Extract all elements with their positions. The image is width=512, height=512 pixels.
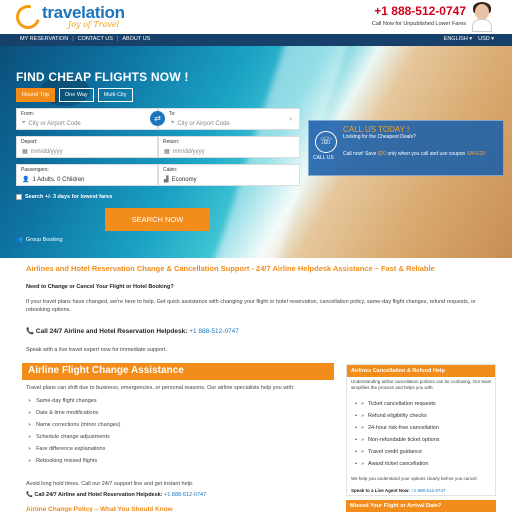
sidebar-intro: Understanding airline cancellation policies can be confusing. Our team simplifies the process and helps you with: bbox=[351, 379, 492, 390]
sidebar-agent-number[interactable]: +1 888-512-0747 bbox=[411, 488, 446, 493]
cabin-field[interactable]: Cabin: ▟ Economy bbox=[158, 164, 300, 186]
flex-days-option[interactable]: Search +/- 3 days for lowest fares bbox=[16, 194, 112, 200]
assist-section-title: Airline Flight Change Assistance bbox=[22, 363, 334, 380]
list-item: • » Award ticket cancellation bbox=[355, 461, 429, 467]
search-now-button[interactable]: SEARCH NOW bbox=[105, 208, 210, 231]
speak-text: Speak with a live travel expert now for immediate support. bbox=[26, 347, 167, 353]
cancellation-help-box bbox=[346, 364, 496, 496]
depart-date-field[interactable]: Depart: ▦ mm/dd/yyyy bbox=[16, 136, 158, 158]
phone-icon: ☏ bbox=[315, 131, 337, 153]
clear-icon[interactable]: ✕ bbox=[287, 117, 293, 123]
tab-multi-city[interactable]: Multi-City bbox=[98, 88, 133, 102]
coupon-code: SAVE20 bbox=[466, 151, 486, 157]
intro-question: Need to Change or Cancel Your Flight or Hotel Booking? bbox=[26, 284, 174, 290]
call-card-subtitle: Looking for the Cheapest Deals? bbox=[343, 134, 416, 140]
calendar-icon: ▦ bbox=[164, 149, 170, 155]
header-phone-subtext: Call Now for Unpublished Lower Fares bbox=[371, 21, 466, 27]
swap-icon[interactable]: ⇄ bbox=[150, 111, 165, 126]
calendar-icon: ▦ bbox=[22, 149, 28, 155]
call-us-label: CALL US bbox=[313, 155, 334, 161]
assist-note: Avoid long hold times. Call our 24/7 support line and get instant help. bbox=[26, 481, 194, 487]
phone-icon: 📞 bbox=[26, 492, 33, 498]
list-item: • » Ticket cancellation requests bbox=[355, 401, 436, 407]
list-item: • » Non-refundable ticket options bbox=[355, 437, 440, 443]
nav-about-us[interactable]: ABOUT US bbox=[122, 36, 151, 42]
flex-days-checkbox[interactable] bbox=[16, 194, 22, 200]
call-card-title: CALL US TODAY ! bbox=[343, 125, 410, 134]
policy-subheading: Airline Change Policy – What You Should Know bbox=[26, 506, 173, 512]
hero-section bbox=[0, 46, 512, 258]
page-title: Airlines and Hotel Reservation Change & Cancellation Support - 24/7 Airline Helpdesk Assistance – Fast & Reliable bbox=[26, 264, 435, 273]
list-item: » Fare difference explanations bbox=[28, 446, 106, 452]
currency-select[interactable]: USD ▾ bbox=[478, 36, 494, 42]
intro-paragraph: If your travel plans have changed, we're here to help. Get quick assistance with changing your flight or hotel reservation, cancellation policy, same-day flight changes, refund requests, or rebooking options. bbox=[26, 299, 476, 313]
list-item: » Same-day flight changes bbox=[28, 398, 97, 404]
person-icon: 👤 bbox=[22, 177, 30, 183]
return-date-field[interactable]: Return: ▦ mm/dd/yyyy bbox=[158, 136, 300, 158]
call-us-card[interactable] bbox=[308, 120, 504, 176]
assist-intro: Travel plans can shift due to business, emergencies, or personal reasons. Our airline specialists help you with: bbox=[26, 385, 295, 391]
sidebar-title: Airlines Cancellation & Refund Help bbox=[347, 365, 495, 377]
sidebar-note: We help you understand your options clearly before you cancel. bbox=[351, 476, 478, 481]
list-item: » Rebooking missed flights bbox=[28, 458, 98, 464]
to-field[interactable]: To: ⌖ City or Airport Code ✕ bbox=[158, 108, 300, 130]
nav-my-reservation[interactable]: MY RESERVATION bbox=[20, 36, 69, 42]
list-item: • » Travel credit guidance bbox=[355, 449, 422, 455]
list-item: » Schedule change adjustments bbox=[28, 434, 110, 440]
list-item: » Date & time modifications bbox=[28, 410, 99, 416]
passengers-field[interactable]: Passengers: 👤 1 Adults, 0 Children bbox=[16, 164, 158, 186]
sidebar-list bbox=[355, 401, 440, 473]
call-card-offer: Call now! Save $20 only when you call and use coupon SAVE20 bbox=[343, 151, 486, 157]
list-item: • » 24-hour risk-free cancellation bbox=[355, 425, 439, 431]
assist-list bbox=[28, 398, 120, 470]
from-field[interactable]: From: ⌖ City or Airport Code bbox=[16, 108, 158, 130]
language-select[interactable]: ENGLISH ▾ bbox=[443, 36, 473, 42]
hotline-primary: 📞 Call 24/7 Airline and Hotel Reservation Helpdesk: +1 888-512-0747 bbox=[26, 328, 239, 335]
nav-contact-us[interactable]: CONTACT US bbox=[77, 36, 113, 42]
tab-one-way[interactable]: One Way bbox=[59, 88, 94, 102]
logo-brand: travelation bbox=[42, 3, 125, 22]
logo[interactable] bbox=[16, 3, 136, 31]
location-pin-icon: ⌖ bbox=[22, 120, 26, 126]
tab-round-trip[interactable]: Round Trip bbox=[16, 88, 55, 102]
agent-avatar bbox=[470, 2, 494, 32]
group-booking-link[interactable]: 👥 Group Booking bbox=[16, 237, 63, 243]
trip-type-tabs bbox=[16, 88, 133, 102]
group-icon: 👥 bbox=[16, 237, 23, 243]
logo-tagline: Joy of Travel bbox=[68, 20, 120, 29]
missed-flight-box-title: Missed Your Flight or Arrival Date? bbox=[346, 500, 496, 512]
sidebar-agent-line: Speak to a Live Agent Now: +1 888-512-0747 bbox=[351, 488, 446, 493]
header-phone-number[interactable]: +1 888-512-0747 bbox=[374, 4, 466, 18]
list-item: » Name corrections (minor changes) bbox=[28, 422, 121, 428]
phone-icon: 📞 bbox=[26, 328, 35, 335]
site-header bbox=[0, 0, 512, 34]
hotline-secondary-number[interactable]: +1 888-512-0747 bbox=[164, 492, 207, 498]
top-navbar: MY RESERVATION | CONTACT US | ABOUT US ENGLISH ▾ USD ▾ bbox=[0, 34, 512, 46]
list-item: • » Refund eligibility checks bbox=[355, 413, 427, 419]
logo-swoosh-icon bbox=[12, 1, 45, 34]
seat-icon: ▟ bbox=[164, 177, 169, 183]
header-phone-block bbox=[346, 4, 466, 27]
hotline-primary-number[interactable]: +1 888-512-0747 bbox=[189, 328, 239, 335]
hotline-secondary: 📞 Call 24/7 Airline and Hotel Reservation Helpdesk: +1 888-512-0747 bbox=[26, 492, 207, 498]
location-pin-icon: ⌖ bbox=[171, 120, 175, 126]
hero-title: FIND CHEAP FLIGHTS NOW ! bbox=[16, 70, 189, 84]
